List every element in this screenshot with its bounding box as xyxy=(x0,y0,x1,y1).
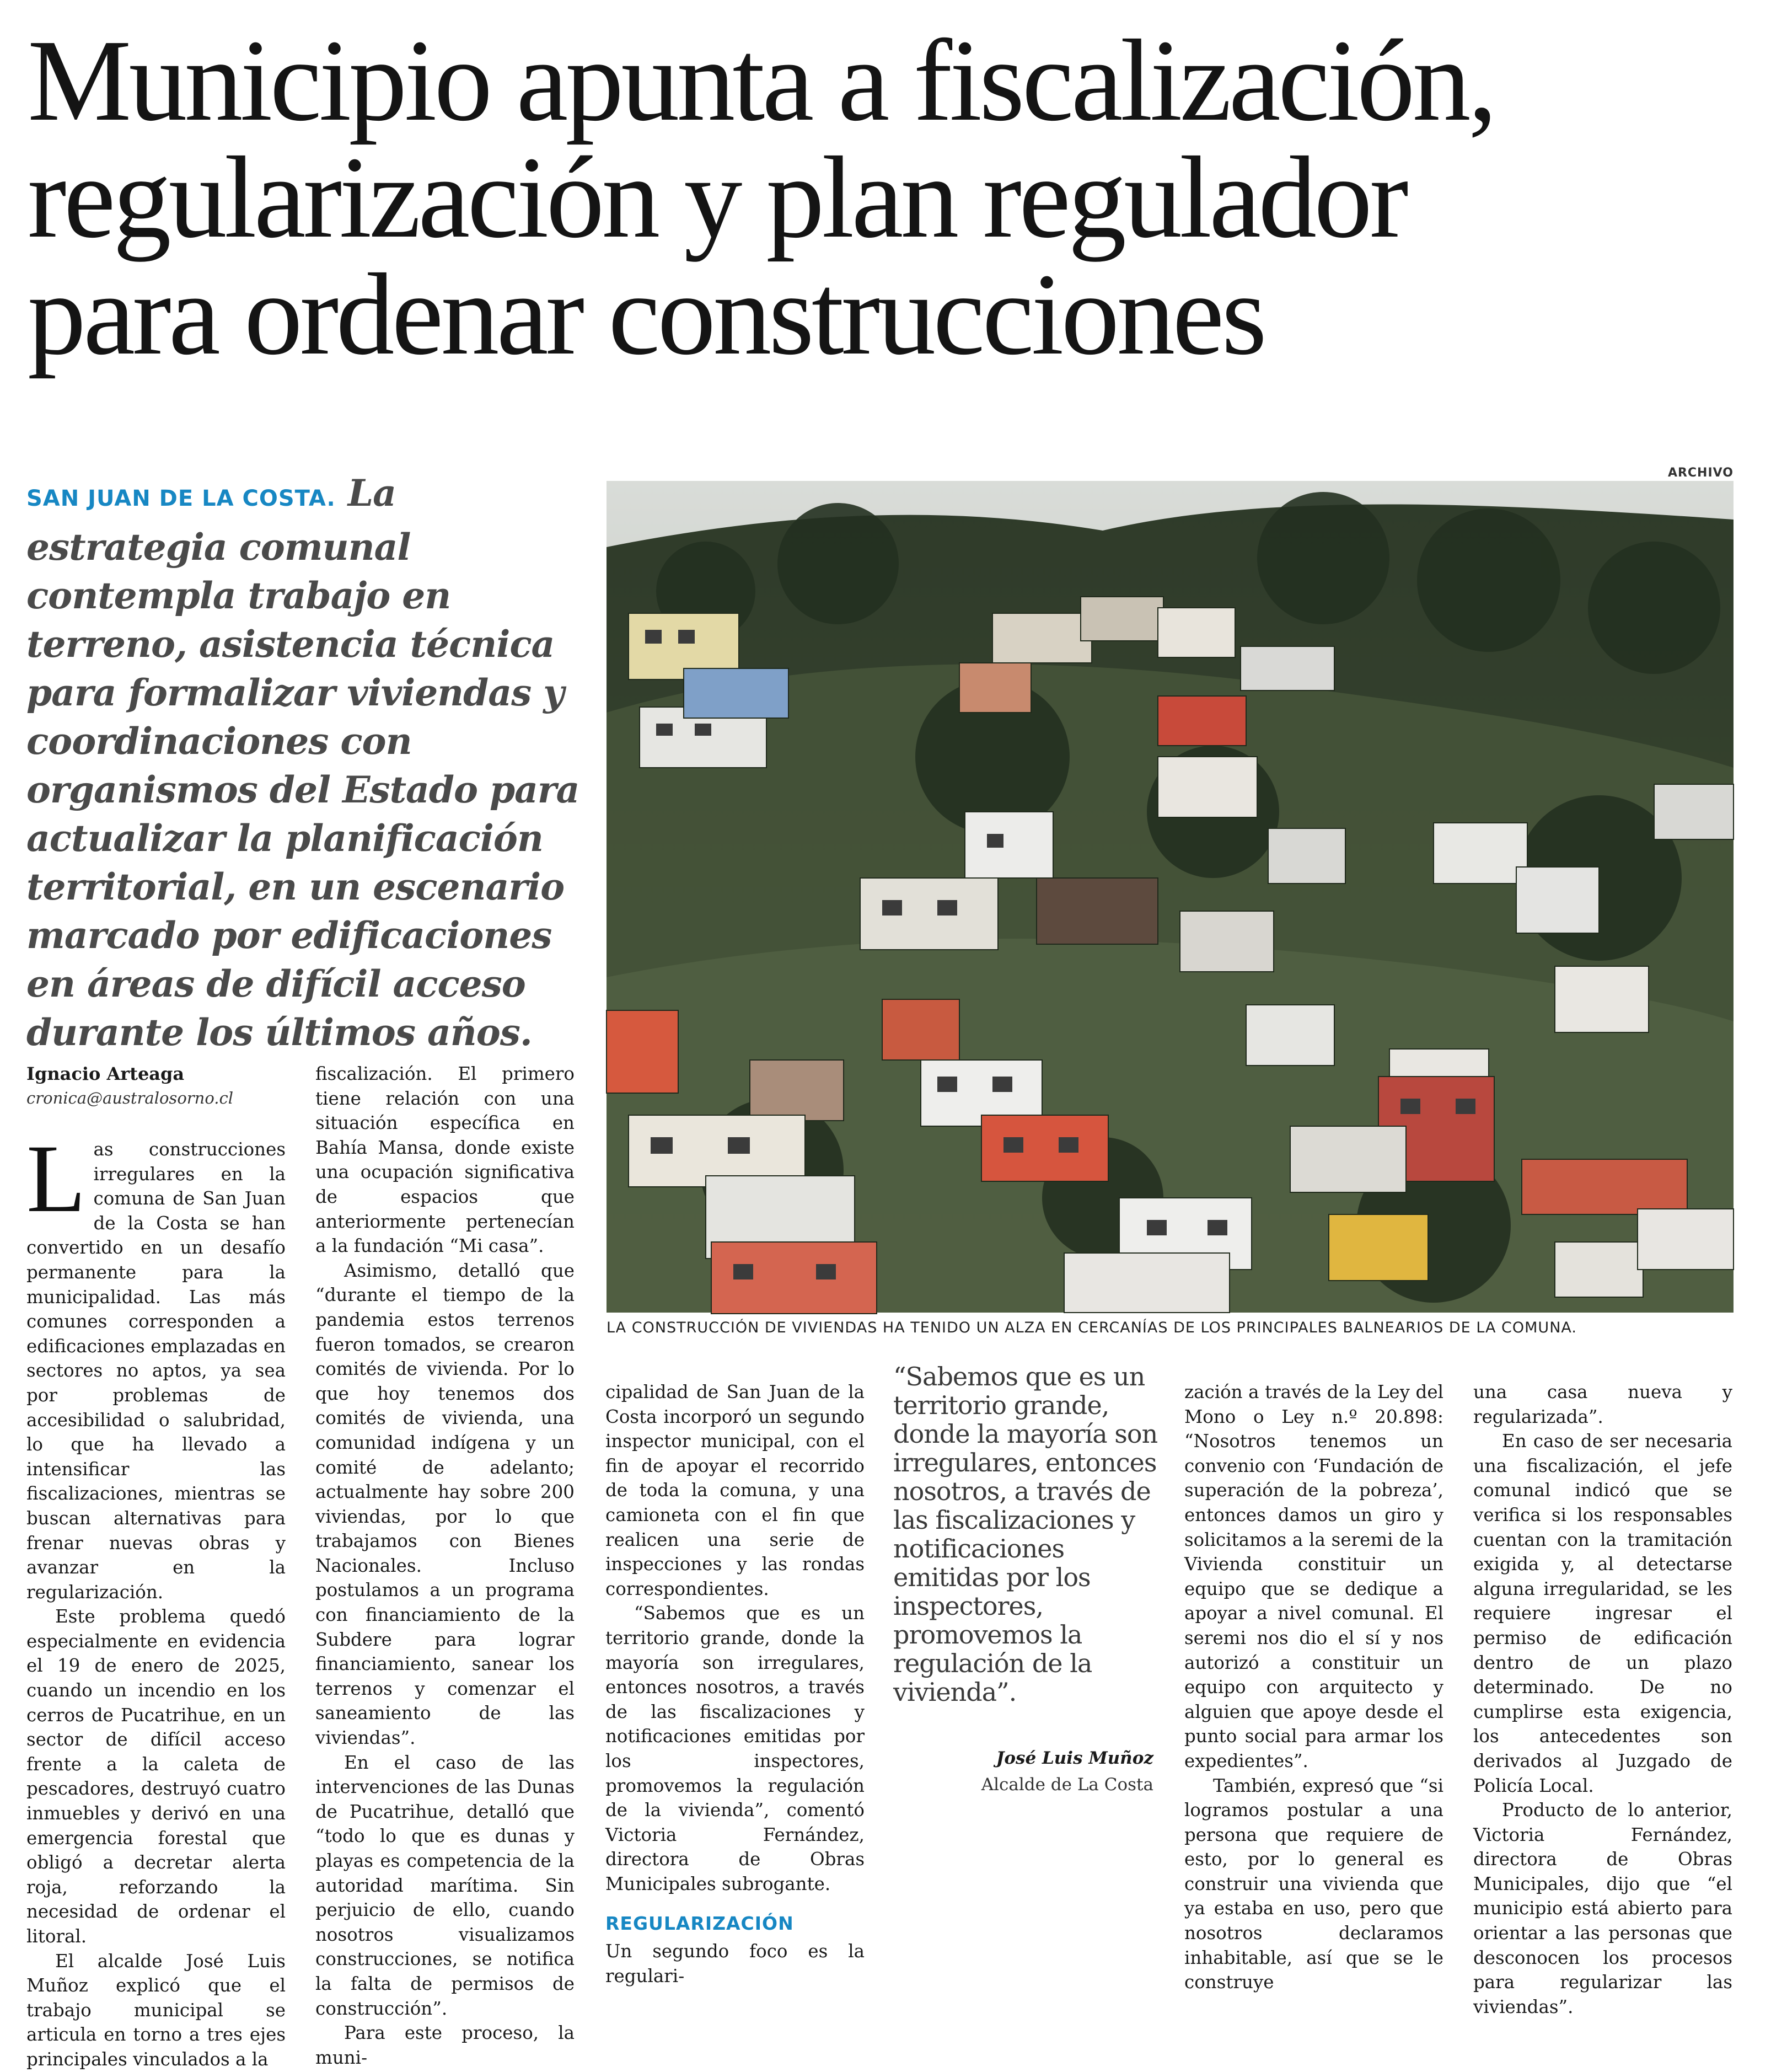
section-subhead: REGULARIZACIÓN xyxy=(605,1913,794,1935)
body-paragraph: Producto de lo anterior, Victoria Fernández, directora de Obras Municipales, dijo que “el municipio está abierto para orientar a las personas que desconocen los procesos para regularizar las viviendas”. xyxy=(1473,1800,1732,2017)
body-paragraph: También, expresó que “si logramos postular a una persona que requiere de esto, por lo general es construir una vivienda que ya estaba en uso, pero que nosotros declaramos inhabitable, así que se le construye xyxy=(1184,1775,1443,1993)
body-paragraph: Este problema quedó especialmente en evidencia el 19 de enero de 2025, cuando un incendio en los cerros de Pucatrihue, en un sector de difícil acceso frente a la caleta de pescadores, destruyó cuatro inmuebles y derivó en una emergencia forestal que obligó a decretar alerta roja, reforzando la necesidad de ordenar el litoral. xyxy=(26,1606,286,1947)
pull-quote-attribution-role: Alcalde de La Costa xyxy=(981,1775,1153,1795)
pull-quote: “Sabemos que es un territorio grande, donde la mayoría son irregulares, entonces nosotros, a través de las fiscalizaciones y notificaciones emitidas por los inspectores, promovemos la regulación de la vivienda”. xyxy=(893,1362,1158,1707)
hillside-houses-photo xyxy=(607,481,1734,1313)
body-paragraph: Un segundo foco es la regulari- xyxy=(605,1941,865,1987)
body-paragraph: fiscalización. El primero tiene relación con una situación específica en Bahía Mansa, donde existe una ocupación significativa de espacios que anteriormente pertenecían a la fundación “Mi casa”. xyxy=(315,1063,575,1257)
headline-line-1: Municipio apunta a fiscalización, xyxy=(28,15,1495,145)
body-paragraph: En caso de ser necesaria una fiscalización, el jefe comunal indicó que se verifica si los responsables cuentan con la tramitación exigida y, al detectarse alguna irregularidad, se les requiere ingresar el permiso de edificación dentro de un plazo determinado. De no cumplirse esta exigencia, los antecedentes son derivados al Juzgado de Policía Local. xyxy=(1473,1431,1732,1796)
byline-author: Ignacio Arteaga xyxy=(26,1063,185,1084)
photo-credit: ARCHIVO xyxy=(1667,466,1734,480)
body-paragraph: En el caso de las intervenciones de las Dunas de Pucatrihue, detalló que “todo lo que es dunas y playas es competencia de la autoridad marítima. Sin perjuicio de ello, cuando nosotros visualizamos construcciones, se notifica la falta de permisos de construcción”. xyxy=(315,1752,575,2019)
body-column-5 xyxy=(1473,1380,1732,2017)
lead-text: La estrategia comunal contempla trabajo en terreno, asistencia técnica para formalizar viviendas y coordinaciones con organismos del Estado para actualizar la planificación territorial, en un escenario marcado por edificaciones en áreas de difícil acceso durante los últimos años. xyxy=(26,472,579,1054)
body-paragraph: Para este proceso, la muni- xyxy=(315,2022,575,2068)
pull-quote-attribution-name: José Luis Muñoz xyxy=(996,1748,1153,1768)
body-column-2 xyxy=(315,1062,575,2068)
dateline-location: SAN JUAN DE LA COSTA. xyxy=(26,486,336,511)
headline-line-3: para ordenar construcciones xyxy=(28,249,1264,379)
body-paragraph: una casa nueva y regularizada”. xyxy=(1473,1382,1732,1427)
lead-paragraph xyxy=(26,469,583,1057)
body-column-1 xyxy=(26,1125,286,2070)
drop-cap: L xyxy=(26,1125,86,1233)
body-paragraph: zación a través de la Ley del Mono o Ley n.º 20.898: “Nosotros tenemos un convenio con ‘Fundación de superación de la pobreza’, entonces damos un giro y solicitamos a la seremi de la Vivienda constituir un equipo que se dedique a apoyar a nivel comunal. El seremi nos dio el sí y nos autorizó a constituir un equipo con arquitecto y alguien que apoye desde el punto social para armar los expedientes”. xyxy=(1184,1382,1443,1771)
byline-email: cronica@australosorno.cl xyxy=(26,1089,234,1107)
body-paragraph: “Sabemos que es un territorio grande, donde la mayoría son irregulares, entonces nosotros, a través de las fiscalizaciones y notificaciones emitidas por los inspectores, promovemos la regulación de la vivienda”, comentó Victoria Fernández, directora de Obras Municipales subrogante. xyxy=(605,1603,865,1894)
headline-line-2: regularización y plan regulador xyxy=(28,132,1406,262)
body-paragraph: Las construcciones irregulares en la comuna de San Juan de la Costa se han convertido en un desafío permanente para la municipalidad. Las más comunes corresponden a edificaciones emplazadas en sectores no aptos, ya sea por problemas de accesibilidad o salubridad, lo que ha llevado a intensificar las fiscalizaciones, mientras se buscan alternativas para frenar nuevas obras y avanzar en la regularización. xyxy=(26,1125,286,1603)
body-column-3 xyxy=(605,1380,865,1987)
body-paragraph: Asimismo, detalló que “durante el tiempo de la pandemia estos terrenos fueron tomados, se crearon comités de vivienda. Por lo que hoy tenemos dos comités de vivienda, una comunidad indígena y un comité de adelanto; actualmente hay sobre 200 viviendas, por lo que trabajamos con Bienes Nacionales. Incluso postulamos a un programa con financiamiento de la Subdere para lograr financiamiento, sanear los terrenos y comenzar el saneamiento de las viviendas”. xyxy=(315,1260,575,1749)
body-column-4 xyxy=(1184,1380,1443,1993)
body-paragraph: cipalidad de San Juan de la Costa incorporó un segundo inspector municipal, con el fin de apoyar el recorrido de toda la comuna, y una camioneta con el fin que realicen una serie de inspecciones y las rondas correspondientes. xyxy=(605,1382,865,1599)
body-paragraph: El alcalde José Luis Muñoz explicó que el trabajo municipal se articula en torno a tres ejes principales vinculados a la xyxy=(26,1950,286,2070)
headline xyxy=(28,15,1748,379)
photo-caption: LA CONSTRUCCIÓN DE VIVIENDAS HA TENIDO UN ALZA EN CERCANÍAS DE LOS PRINCIPALES BALNEARIOS DE LA COMUNA. xyxy=(607,1319,1577,1336)
